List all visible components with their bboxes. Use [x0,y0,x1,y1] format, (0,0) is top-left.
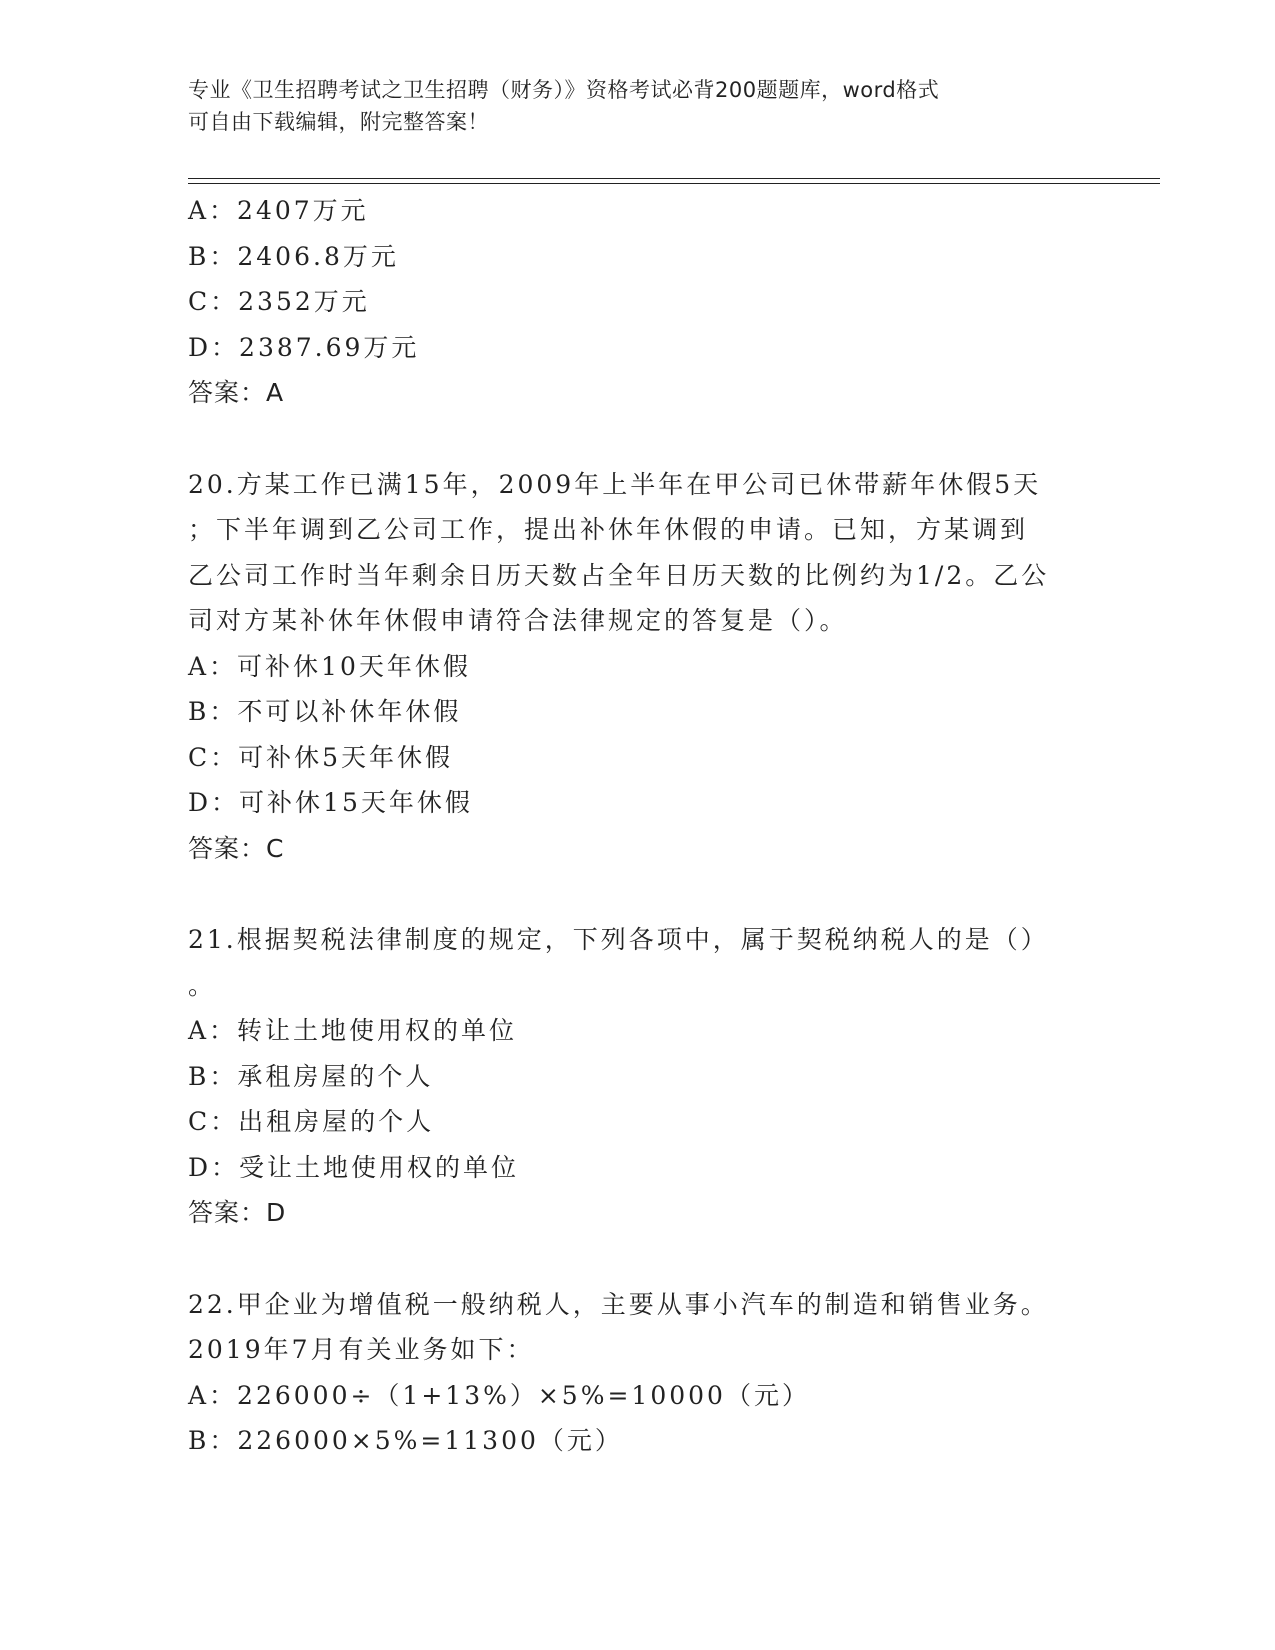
option-d: D：可补休15天年休假 [188,788,473,817]
question-stem-line: 22.甲企业为增值税一般纳税人，主要从事小汽车的制造和销售业务。 [188,1289,1049,1319]
option-d: D：受让土地使用权的单位 [188,1152,520,1182]
option-a: A：226000÷（1+13%）×5%=10000（元） [188,1380,810,1410]
question-stem-line: 。 [188,970,217,1000]
header-divider-top [188,178,1160,179]
answer: 答案：C [188,833,285,863]
question-stem-line: 20.方某工作已满15年，2009年上半年在甲公司已休带薪年休假5天 [188,469,1042,499]
question-stem-line: 乙公司工作时当年剩余日历天数占全年日历天数的比例约为1/2。乙公 [188,560,1050,590]
question-22 [188,1282,1088,1464]
option-a: A：可补休10天年休假 [188,651,471,681]
question-stem-line: ；下半年调到乙公司工作，提出补休年休假的申请。已知，方某调到 [188,515,1029,544]
option-b: B：不可以补休年休假 [188,697,462,726]
question-list [188,188,1088,1464]
document-header [188,74,1088,138]
option-b: B：226000×5%=11300（元） [188,1426,623,1455]
question-stem-line: 2019年7月有关业务如下： [188,1335,535,1364]
header-title-line-1: 专业《卫生招聘考试之卫生招聘（财务）》资格考试必背200题题库，word格式 [188,78,940,102]
option-b: B：2406.8万元 [188,241,399,271]
option-a: A：转让土地使用权的单位 [188,1016,518,1045]
question-stem-line: 21.根据契税法律制度的规定，下列各项中，属于契税纳税人的是（） [188,925,1049,954]
option-a: A：2407万元 [188,196,369,225]
spacer [188,871,1088,917]
option-c: C：可补休5天年休假 [188,742,454,772]
option-c: C：出租房屋的个人 [188,1107,435,1136]
option-d: D：2387.69万元 [188,332,420,362]
answer: 答案：A [188,378,285,407]
question-21 [188,917,1088,1236]
question-19 [188,188,1088,416]
option-b: B：承租房屋的个人 [188,1061,434,1091]
question-stem-line: 司对方某补休年休假申请符合法律规定的答复是（）。 [188,606,848,635]
header-divider-bottom [188,183,1160,184]
option-c: C：2352万元 [188,287,370,316]
spacer [188,416,1088,462]
question-20 [188,462,1088,872]
spacer [188,1236,1088,1282]
answer: 答案：D [188,1198,287,1227]
header-title-line-2: 可自由下载编辑，附完整答案！ [188,110,489,134]
